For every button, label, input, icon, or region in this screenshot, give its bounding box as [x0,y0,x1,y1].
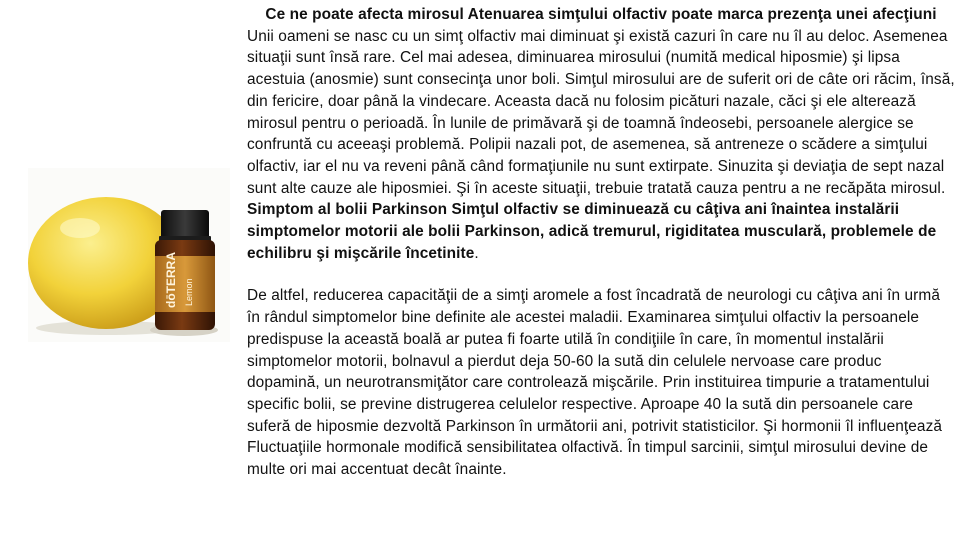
paragraph-1 [247,26,955,265]
article-title: Ce ne poate afecta mirosul Atenuarea simţului olfactiv poate marca prezenţa unei afecţiuni [265,6,937,23]
paragraph-2: De altfel, reducerea capacităţii de a simţi aromele a fost încadrată de neurologi cu câţiva ani în urmă în rândul simptomelor bine definite ale acestei maladii. Examinarea simţului olfactiv la persoanele predispuse la această boală ar putea fi foarte utilă în condiţiile în care, în momentul instalării simptomelor motorii, bolnavul a pierdut deja 50-60 la sută din celulele nervoase care produc dopamină, un neurotransmiţător care controlează mişcările. Prin instituirea timpurie a tratamentului specific bolii, se previne distrugerea celulelor respective. Aproape 40 la sută din persoanele care suferă de hiposmie dezvoltă Parkinson în următorii ani, potrivit statisticilor. Şi hormonii îl influenţează Fluctuaţiile hormonale modifică sensibilitatea olfactivă. În timpul sarcinii, simţul mirosului devine de multe ori mai accentuat decât înainte. [247,287,943,479]
bottle-label-text: Lemon [184,278,194,306]
lemon-oil-illustration [28,168,230,342]
lemon-oil-photo [28,168,230,342]
paragraph-1-end: . [474,244,479,262]
article [247,4,955,481]
paragraph-1-bold: Simptom al bolii Parkinson Simţul olfactiv se diminuează cu câţiva ani înaintea instalării simptomelor motorii ale bolii Parkinson, adică tremurul, rigiditatea musculară, problemele de echilibru şi mişcările încetinite [247,201,937,262]
bottle-brand-text: dōTERRA [164,252,178,308]
lemon-highlight [60,218,100,238]
bottle-cap [161,210,209,240]
paragraph-1-text: Unii oameni se nasc cu un simţ olfactiv mai diminuat şi există cazuri în care nu îl au deloc. Asemenea situaţii sunt însă rare. Cel mai adesea, diminuarea mirosului (numită medical hiposmie) şi lipsa acestuia (anosmie) sunt consecinţa unor boli. Simţul mirosului are de suferit ori de câte ori răcim, însă, din fericire, doar până la vindecare. Aceasta dacă nu folosim picături nazale, căci şi ele alterează mirosul pentru o perioadă. În lunile de primăvară şi de toamnă îndeosebi, persoanele alergice se confruntă cu aceeaşi problemă. Polipii nazali pot, de asemenea, să antreneze o scădere a simţului olfactiv, iar el nu va reveni până când formaţiunile nu sunt extirpate. Sinuzita şi deviaţia de sept nazal sunt alte cauze ale hiposmiei. Şi în aceste situaţii, trebuie tratată cauza pentru a ne recăpăta mirosul. [247,27,955,197]
